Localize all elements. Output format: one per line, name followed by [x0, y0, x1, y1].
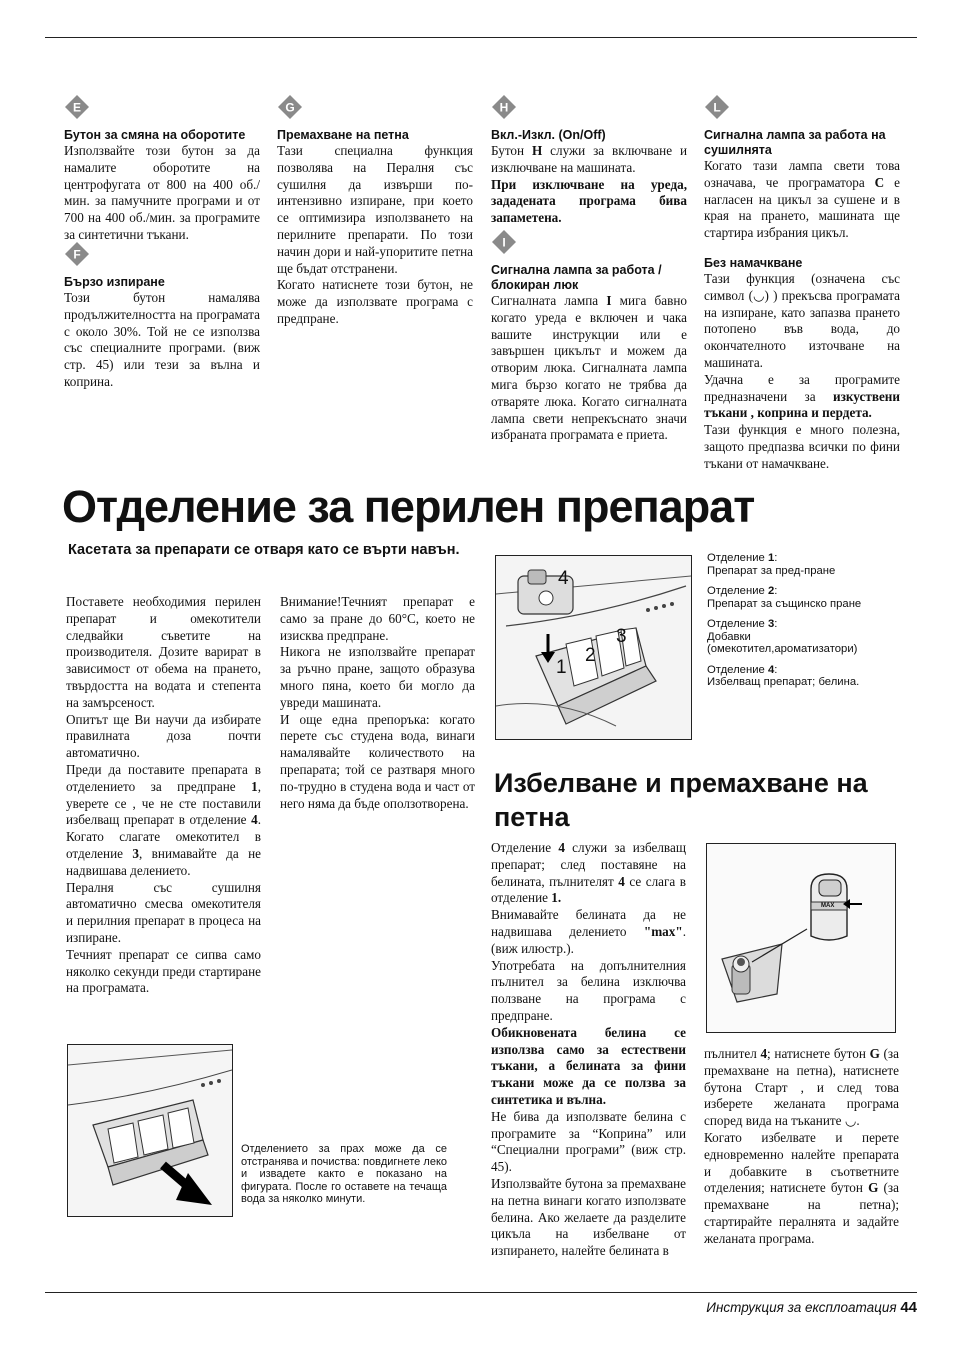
compartment-2: Отделение 2: Препарат за същинско пране	[707, 585, 862, 610]
text-run: Когато тази лампа свети това означава, че програматора	[704, 158, 900, 190]
text-run: мига бавно когато уреда е включен и чака вашите инструкции или е завършен цикълът и можем да отворим люка. Сигналната лампа мига бързо когато не трябва да отваряте люка. Когато сигналната лампа свети непрекъснато значи избраната програмата е приета.	[491, 293, 687, 443]
feature-column-G	[277, 94, 473, 328]
text-run: Внимавайте белината да не надвишава делението	[491, 907, 686, 939]
footer-text: Инструкция за експлоатация	[706, 1300, 897, 1315]
page-title: Отделение за перилен препарат	[62, 481, 755, 532]
text-run: Сигналната лампа	[491, 293, 607, 308]
paragraph	[491, 1025, 686, 1109]
text-run: 4	[618, 873, 625, 889]
paragraph	[64, 290, 260, 391]
paragraph	[491, 177, 687, 227]
bleach-text-column-1	[491, 840, 686, 1260]
bottle-max-label: MAX	[821, 903, 835, 909]
section-body	[704, 158, 900, 242]
letter-F-icon	[64, 241, 90, 267]
footer	[640, 1299, 917, 1316]
text-run: служи за включване и изключване на машината.	[491, 143, 688, 175]
paragraph	[277, 277, 473, 327]
text-run: Течният препарат се сипва само няколко секунди преди стартиране на програмата.	[66, 946, 261, 996]
text-run: ) прекъсва програмата на изпиране, като запазва прането потопено във вода, до окончателното източване на машината.	[704, 287, 900, 370]
paragraph	[491, 1109, 686, 1176]
paragraph	[704, 1046, 899, 1130]
paragraph	[491, 907, 686, 957]
removal-caption: Отделението за прах може да се отстранява и почиства: повдигнете леко и извадете както е показано на фигурата. После го оставете на течаща вода за няколко минути.	[241, 1143, 447, 1205]
section-heading: Без намачкване	[704, 255, 803, 270]
section-body	[277, 143, 473, 328]
paragraph	[704, 158, 900, 242]
text-run: I	[606, 293, 612, 308]
paragraph	[704, 372, 900, 422]
paragraph	[280, 644, 475, 711]
text-run: . Когато слагате омекотител в отделение	[66, 812, 261, 861]
text-run: пълнител	[704, 1046, 761, 1061]
text-run: Удачна е за програмите предназначени за	[704, 371, 900, 404]
svg-text:I: I	[502, 235, 506, 250]
text-run: . (виж илюстр.).	[491, 923, 686, 956]
svg-text:F: F	[73, 247, 81, 262]
paragraph	[704, 422, 900, 472]
bottom-rule	[45, 1292, 917, 1293]
paragraph	[704, 1130, 899, 1248]
drawer-label-4: 4	[558, 568, 569, 589]
letter-G-icon	[277, 94, 303, 120]
svg-text:G: G	[285, 100, 295, 115]
text-run: 1	[251, 778, 258, 794]
text-run: Бутон	[491, 143, 532, 158]
compartment-3: Отделение 3: Добавки (омекотител,ароматизатори)	[707, 618, 858, 655]
compartment-4: Отделение 4: Избелващ препарат; белина.	[707, 663, 860, 688]
text-run: се слага в отделение	[491, 873, 686, 906]
paragraph	[280, 594, 475, 644]
text-run: Употребата на допълнителния пълнител за белина изключва ползване на програма с предпране.	[491, 957, 686, 1023]
section-body	[704, 271, 900, 473]
paragraph	[491, 840, 686, 907]
letter-I-icon	[491, 229, 517, 255]
section-body	[491, 293, 687, 444]
paragraph	[66, 947, 261, 997]
text-run: 1.	[551, 890, 562, 906]
dispenser-subtitle: Касетата за препарати се отваря като се върти навън.	[68, 542, 460, 558]
paragraph	[66, 880, 261, 947]
paragraph	[66, 594, 261, 712]
text-run: ; натиснете бутон	[767, 1046, 870, 1061]
feature-column-L	[704, 94, 900, 473]
feature-column-H	[491, 94, 687, 227]
letter-H-icon	[491, 94, 517, 120]
feature-column-I	[491, 229, 687, 444]
text-run: е нагласен на цикъл за сушене и в края на прането, машината ще стартира избрания цикъл.	[704, 174, 900, 241]
text-run: При изключване на уреда, зададената програма бива запаметена.	[491, 176, 687, 226]
dispenser-text-column-1	[66, 594, 261, 997]
bleach-bottle-drawing	[707, 844, 895, 1032]
text-run: Поставете необходимия перилен препарат и омекотители следвайки съветите на производителя. Дозите варират в зависимост от обема на прането, твърдостта на водата и степента на замърсеност.	[66, 594, 261, 710]
section-heading: Сигнална лампа за работа на сушилнята	[704, 128, 886, 157]
text-run: 3	[132, 845, 139, 861]
text-run: служи за избелващ препарат; след поставяне на белината, пълнителят	[491, 840, 686, 889]
text-run: Опитът ще Ви научи да избирате правилната доза почти автоматично.	[66, 711, 261, 761]
wash-symbol-icon: (◡)	[748, 287, 769, 303]
paragraph	[64, 143, 260, 244]
letter-L-icon	[704, 94, 730, 120]
svg-text:H: H	[499, 100, 509, 115]
text-run: Използвайте този бутон за да намалите оборотите на центрофугата от 800 на 400 об./мин. за памучните програми и от 700 на 400 об./мин. за програмите за синтетични тъкани.	[64, 143, 260, 242]
drawer-removal-drawing	[68, 1045, 232, 1216]
text-run: Отделение	[491, 840, 559, 855]
svg-text:L: L	[713, 100, 721, 115]
paragraph	[704, 271, 900, 372]
text-run: 4	[251, 812, 258, 828]
text-run: Обикновената белина се използва само за естествени тъкани, а белината за фини тъкани може да се ползва за синтетика и вълна.	[491, 1024, 686, 1107]
text-run: Когато натиснете този бутон, не може да използвате програма с предпране.	[277, 277, 473, 326]
text-run: Внимание!Течният препарат е само за пране до 60°C, което не изисква предпране.	[280, 594, 475, 643]
drawer-label-1: 1	[556, 657, 567, 678]
paragraph	[491, 293, 687, 444]
text-run: Тази функция е много полезна, защото предпазва всички по фини тъкани от намачкване.	[704, 422, 900, 471]
dispenser-text-column-2	[280, 594, 475, 812]
drawer-label-2: 2	[585, 645, 596, 666]
text-run: Никога не използвайте препарат за ръчно пране, защото образува много пяна, което би могло да увреди машината.	[280, 644, 475, 710]
section-heading: Вкл.-Изкл. (On/Off)	[491, 128, 606, 142]
text-run: , уверете се , че не сте поставили избелващ препарат в отделение	[66, 778, 261, 828]
section-heading: Бързо изпиране	[64, 275, 165, 289]
text-run: И още една препоръка: когато перете със студена вода, винаги намалявайте количеството на препарата; той се разтваря много по-трудно в студена вода и част от него няма да бъде оползотворена.	[280, 711, 475, 811]
drawer-label-3: 3	[616, 626, 627, 647]
text-run: G	[869, 1046, 880, 1061]
text-run: Пералня със сушилня автоматично смесва омекотителя и перилния препарат в процеса на изпиране.	[66, 879, 261, 945]
paragraph	[491, 1176, 686, 1260]
text-run: , внимавайте да не надвишава делението.	[66, 845, 261, 878]
feature-column-F	[64, 241, 260, 391]
text-run: Не бива да използвате белина с програмите за “Коприна” или “Специални програми” (виж стр. 45).	[491, 1108, 686, 1175]
paragraph	[491, 143, 687, 177]
section-body	[64, 143, 260, 244]
page-number: 44	[900, 1299, 917, 1316]
text-run: Преди да поставите препарата в отделението за предпране	[66, 761, 261, 794]
bleach-section-title: Избелване и премахване на петна	[494, 768, 868, 832]
paragraph	[280, 712, 475, 813]
letter-E-icon	[64, 94, 90, 120]
text-run: (за премахване на петна); стартирайте пералнята и задайте желаната програма.	[704, 1180, 899, 1246]
text-run: G	[868, 1180, 879, 1196]
text-run: 4	[760, 1046, 768, 1061]
drawer-illustration	[495, 555, 692, 740]
text-run: Тази специална функция позволява на Пералня със сушилня да извърши по-интензивно изпиране, при което се оптимизира използването на перилните препарати. По този начин дори и най-упоритите петна ще бъдат отстранени.	[277, 143, 473, 276]
section-heading: Премахване на петна	[277, 128, 409, 142]
text-run: Този бутон намалява продължителността на програмата с около 30%. Той не се използва със специалните програми. (виж стр. 45) или тези за вълна и коприна.	[64, 290, 260, 389]
top-rule	[45, 37, 917, 38]
section-body	[64, 290, 260, 391]
paragraph	[491, 958, 686, 1025]
text-run: Тази функция (означена със символ	[704, 270, 900, 303]
svg-text:E: E	[72, 100, 82, 115]
text-run: Използвайте бутона за премахване на петна винаги когато използвате белина. Ако желаете да разделите цикъла на избелване от изпирането, налейте белината в	[491, 1175, 686, 1259]
feature-column-E	[64, 94, 260, 244]
text-run: 4	[558, 840, 565, 855]
text-run: .	[856, 1113, 860, 1129]
text-run: "max"	[643, 923, 683, 939]
compartment-1: Отделение 1: Препарат за пред-пране	[707, 552, 836, 577]
text-run: изкуствени тъкани , коприна и пердета.	[704, 388, 900, 421]
bleach-text-column-2	[704, 1046, 899, 1248]
paragraph	[277, 143, 473, 277]
text-run: Когато избелвате и перете едновременно налейте препарата и добавките в съответните отделения; натиснете бутон	[704, 1129, 899, 1196]
bleach-container-illustration	[706, 843, 896, 1033]
wash-symbol-icon: ◡	[844, 1113, 857, 1129]
drawer-removal-illustration	[67, 1044, 233, 1217]
paragraph	[66, 762, 261, 880]
text-run: H	[531, 143, 543, 158]
text-run: (за премахване на петна), натиснете бутона Старт , и след това изберете желаната програма според вида на тъканите	[704, 1046, 899, 1129]
text-run: C	[874, 174, 885, 190]
paragraph	[66, 712, 261, 762]
compartment-legend	[707, 552, 917, 689]
section-heading: Бутон за смяна на оборотите	[64, 128, 246, 142]
section-heading: Сигнална лампа за работа / блокиран люк	[491, 263, 662, 292]
section-body	[491, 143, 687, 227]
